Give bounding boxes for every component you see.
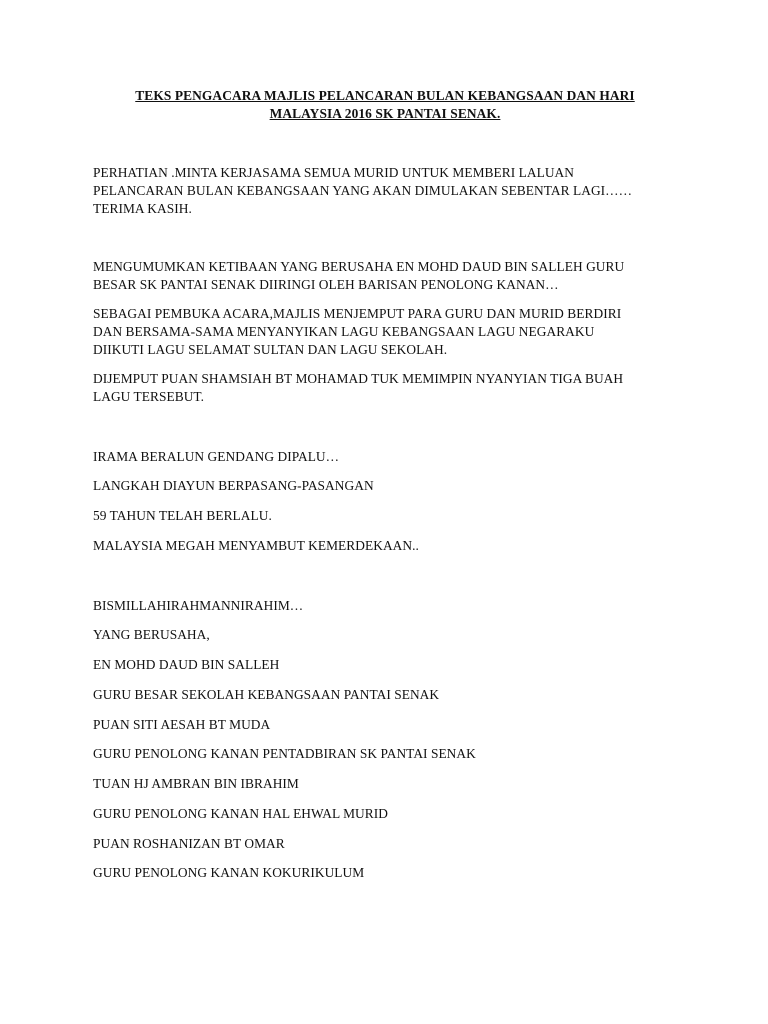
greeting-line: PUAN SITI AESAH BT MUDA bbox=[93, 717, 271, 732]
paragraph-line: DIIKUTI LAGU SELAMAT SULTAN DAN LAGU SEKOLAH. bbox=[93, 342, 448, 357]
paragraph-line: LAGU TERSEBUT. bbox=[93, 389, 205, 404]
paragraph-line: BESAR SK PANTAI SENAK DIIRINGI OLEH BARISAN PENOLONG KANAN… bbox=[93, 277, 559, 292]
verse-line: 59 TAHUN TELAH BERLALU. bbox=[93, 508, 272, 523]
greeting-line: YANG BERUSAHA, bbox=[93, 627, 210, 642]
paragraph-line: TERIMA KASIH. bbox=[93, 201, 192, 216]
opening-paragraph bbox=[93, 305, 683, 359]
paragraph-line: PERHATIAN .MINTA KERJASAMA SEMUA MURID UNTUK MEMBERI LALUAN bbox=[93, 165, 574, 180]
verse-line: IRAMA BERALUN GENDANG DIPALU… bbox=[93, 449, 340, 464]
greeting-line: GURU PENOLONG KANAN PENTADBIRAN SK PANTAI SENAK bbox=[93, 746, 476, 761]
greeting-line: GURU PENOLONG KANAN HAL EHWAL MURID bbox=[93, 806, 388, 821]
arrival-paragraph bbox=[93, 258, 683, 294]
greeting-line: PUAN ROSHANIZAN BT OMAR bbox=[93, 836, 285, 851]
document-title bbox=[90, 87, 680, 123]
greeting-line: GURU PENOLONG KANAN KOKURIKULUM bbox=[93, 865, 365, 880]
paragraph-line: DIJEMPUT PUAN SHAMSIAH BT MOHAMAD TUK MEMIMPIN NYANYIAN TIGA BUAH bbox=[93, 371, 624, 386]
title-line-1: TEKS PENGACARA MAJLIS PELANCARAN BULAN KEBANGSAAN DAN HARI bbox=[135, 88, 635, 103]
announcement-paragraph bbox=[93, 164, 683, 218]
greeting-line: TUAN HJ AMBRAN BIN IBRAHIM bbox=[93, 776, 299, 791]
greeting-line: GURU BESAR SEKOLAH KEBANGSAAN PANTAI SENAK bbox=[93, 687, 440, 702]
greeting-line: EN MOHD DAUD BIN SALLEH bbox=[93, 657, 280, 672]
invitation-paragraph bbox=[93, 370, 683, 406]
verse-line: MALAYSIA MEGAH MENYAMBUT KEMERDEKAAN.. bbox=[93, 538, 419, 553]
paragraph-line: MENGUMUMKAN KETIBAAN YANG BERUSAHA EN MOHD DAUD BIN SALLEH GURU bbox=[93, 259, 625, 274]
verse-line: LANGKAH DIAYUN BERPASANG-PASANGAN bbox=[93, 478, 374, 493]
paragraph-line: SEBAGAI PEMBUKA ACARA,MAJLIS MENJEMPUT PARA GURU DAN MURID BERDIRI bbox=[93, 306, 622, 321]
paragraph-line: PELANCARAN BULAN KEBANGSAAN YANG AKAN DIMULAKAN SEBENTAR LAGI…… bbox=[93, 183, 633, 198]
greeting-line: BISMILLAHIRAHMANNIRAHIM… bbox=[93, 598, 304, 613]
title-line-2: MALAYSIA 2016 SK PANTAI SENAK. bbox=[269, 106, 501, 121]
paragraph-line: DAN BERSAMA-SAMA MENYANYIKAN LAGU KEBANGSAAN LAGU NEGARAKU bbox=[93, 324, 595, 339]
